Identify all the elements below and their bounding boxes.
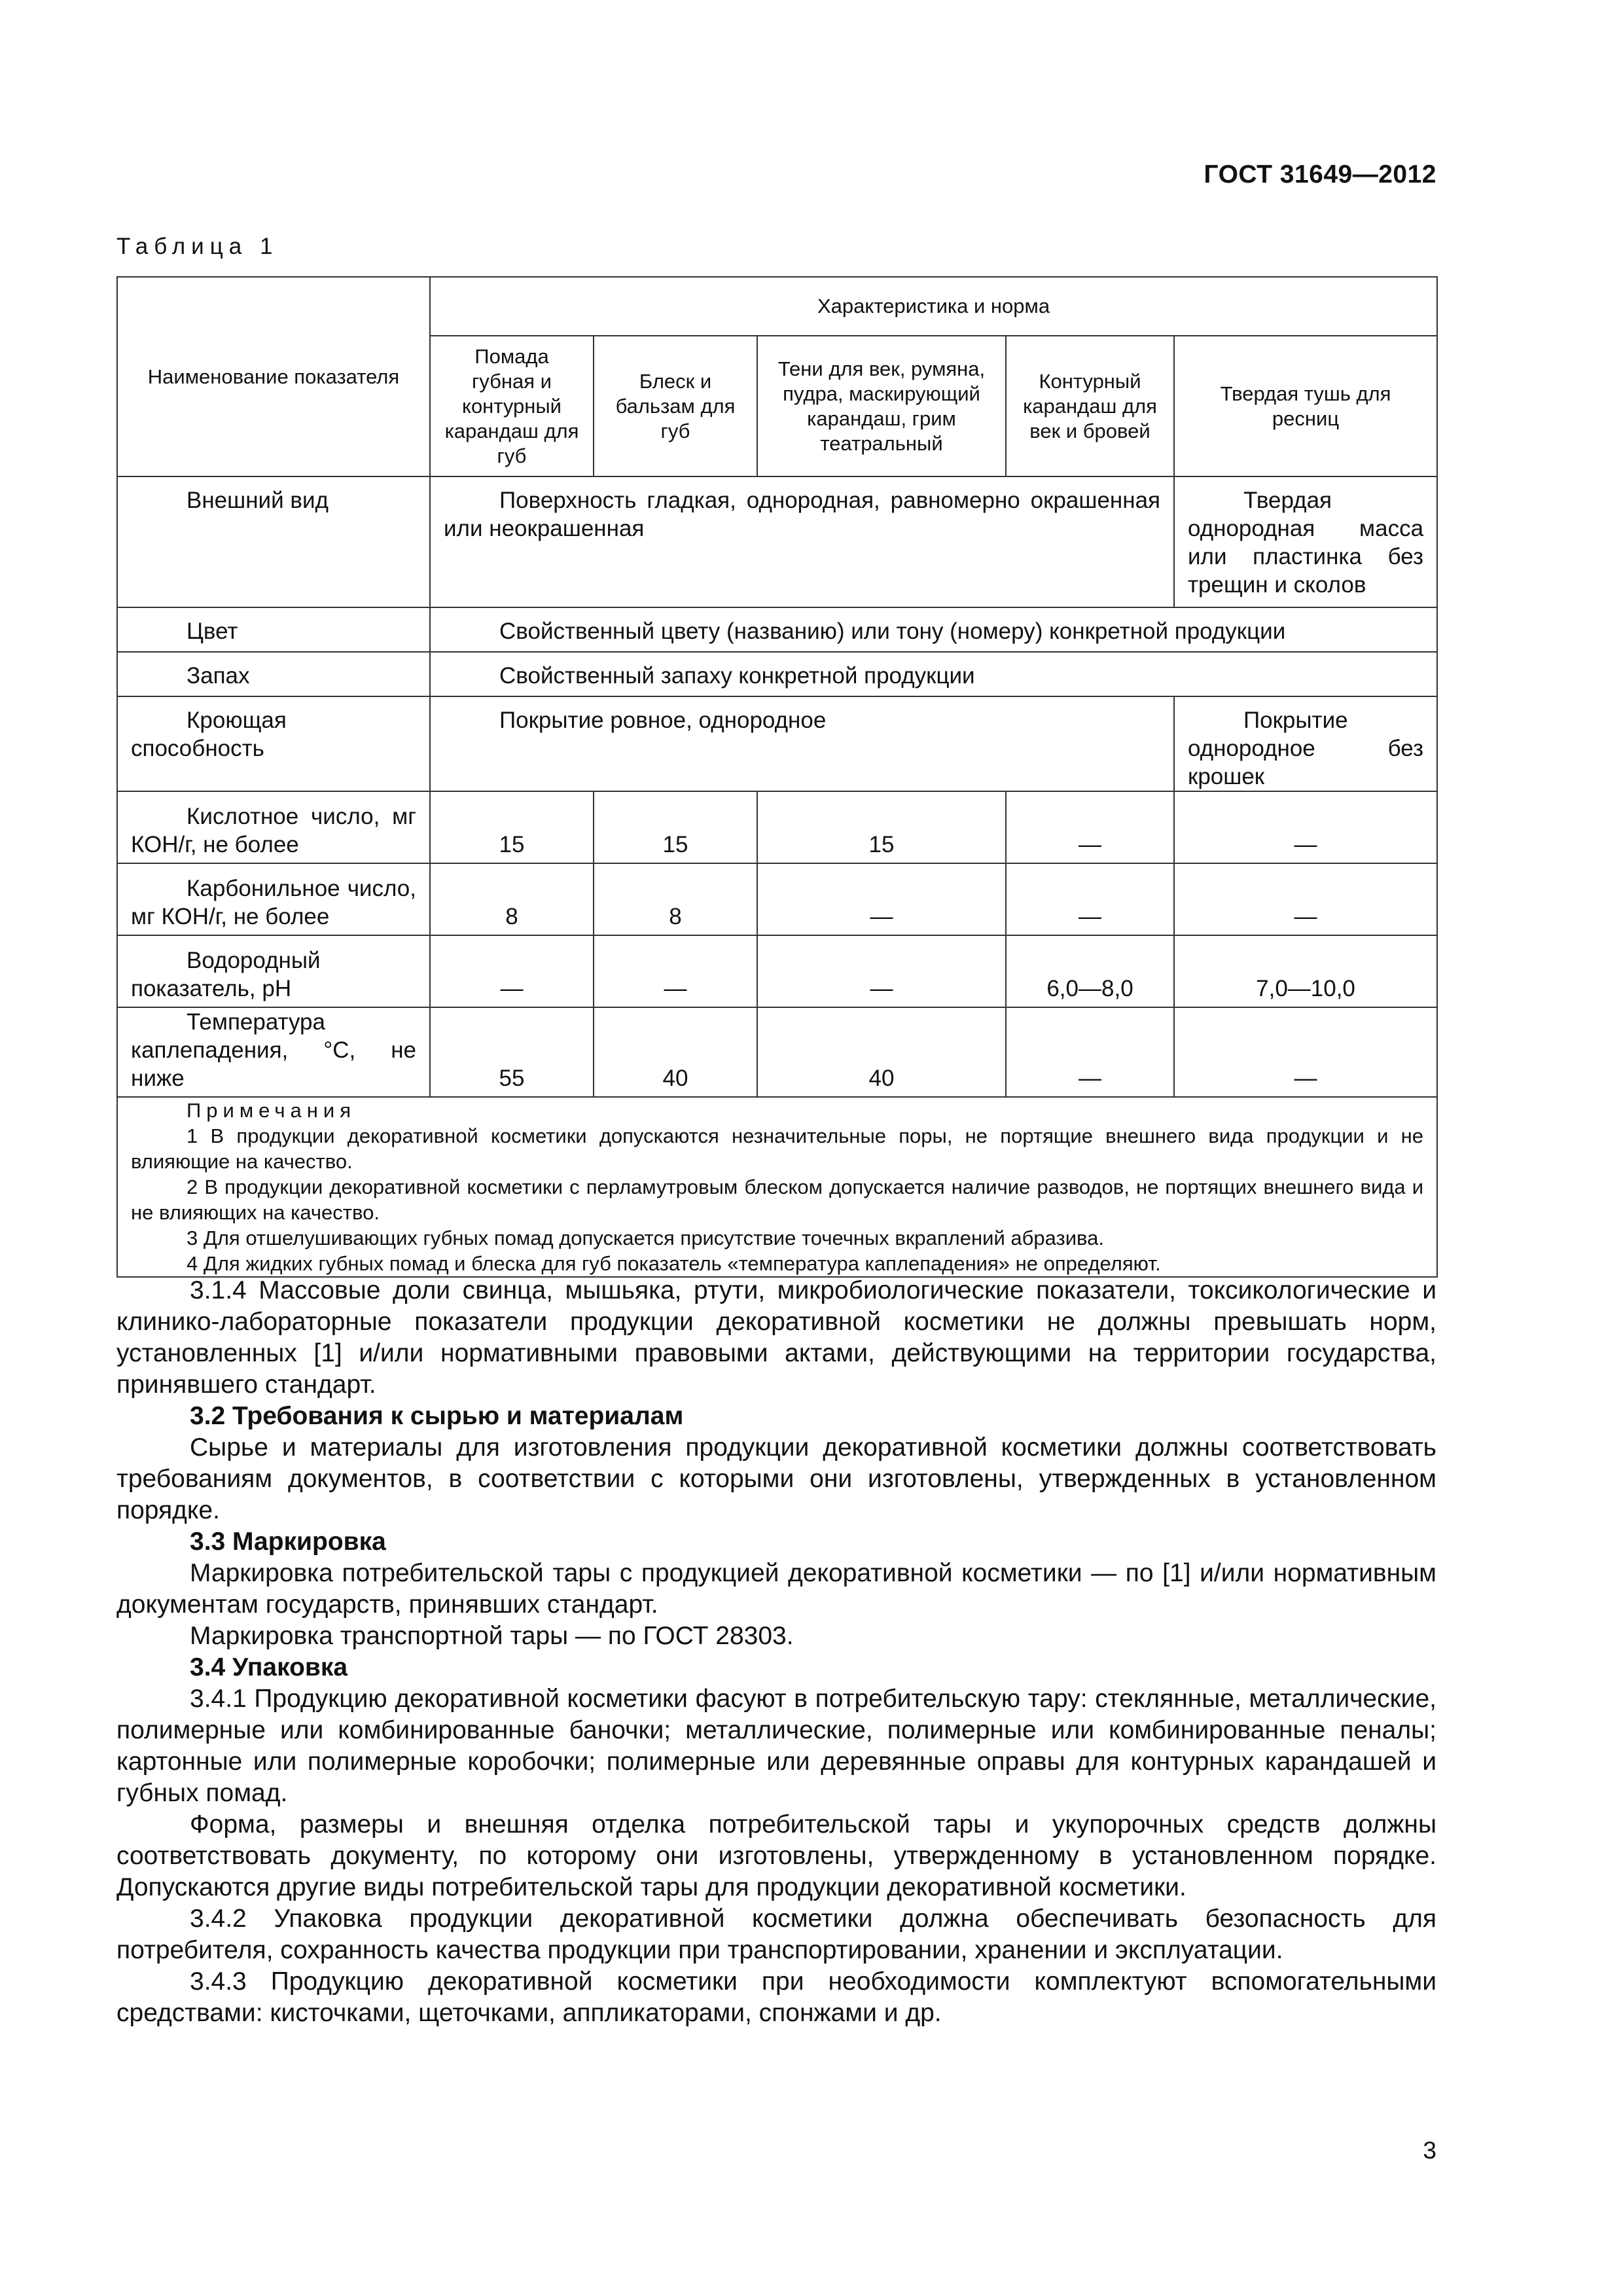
table-row xyxy=(117,652,1437,696)
cell-value: 15 xyxy=(430,791,594,863)
header-shadows: Тени для век, румяна, пудра, маскирующий карандаш, грим театральный xyxy=(757,336,1006,476)
row-name: Карбонильное число, мг КОН/г, не более xyxy=(117,863,430,935)
cell-value: 40 xyxy=(757,1007,1006,1097)
row-name: Внешний вид xyxy=(117,476,430,607)
paragraph: Форма, размеры и внешняя отделка потребительской тары и укупорочных средств должны соответствовать документу, по которому они изготовлены, утвержденному в установленном порядке. Допускаются другие виды потребительской тары для продукции декоративной косметики. xyxy=(116,1810,1436,1901)
cell-value: — xyxy=(1174,1007,1437,1097)
table-row xyxy=(117,607,1437,652)
row-value: Свойственный цвету (названию) или тону (номеру) конкретной продукции xyxy=(430,607,1437,652)
cell-value: — xyxy=(757,935,1006,1007)
cell-value: — xyxy=(1174,863,1437,935)
row-name: Кислотное число, мг КОН/г, не более xyxy=(117,791,430,863)
header-group: Характеристика и норма xyxy=(430,277,1437,336)
cell-value: 8 xyxy=(430,863,594,935)
note-item: 2 В продукции декоративной косметики с перламутровым блеском допускается наличие разводов, не портящих внешнего вида и не влияющих на качество. xyxy=(131,1175,1424,1224)
paragraph: Маркировка транспортной тары — по ГОСТ 28303. xyxy=(190,1622,794,1650)
page-number: 3 xyxy=(1423,2137,1436,2164)
table-row xyxy=(117,1007,1437,1097)
table-notes xyxy=(117,1097,1437,1277)
cell-value: 8 xyxy=(594,863,757,935)
table-row xyxy=(117,476,1437,607)
notes-title: Примечания xyxy=(187,1099,356,1122)
row-value: Покрытие ровное, однородное xyxy=(430,696,1174,791)
note-item: 1 В продукции декоративной косметики допускаются незначительные поры, не портящие внешнего вида продукции и не влияющие на качество. xyxy=(131,1124,1424,1173)
row-name: Кроющая способность xyxy=(117,696,430,791)
cell-value: — xyxy=(594,935,757,1007)
paragraph: 3.4.2 Упаковка продукции декоративной косметики должна обеспечивать безопасность для потребителя, сохранность качества продукции при транспортировании, хранении и эксплуатации. xyxy=(116,1905,1436,1964)
header-eye-pencil: Контурный карандаш для век и бровей xyxy=(1006,336,1174,476)
cell-value: — xyxy=(1006,1007,1174,1097)
header-indicator: Наименование показателя xyxy=(117,277,430,476)
note-item: 4 Для жидких губных помад и блеска для губ показатель «температура каплепадения» не определяют. xyxy=(187,1252,1161,1275)
cell-value: 15 xyxy=(757,791,1006,863)
cell-value: 55 xyxy=(430,1007,594,1097)
header-lipstick: Помада губная и контурный карандаш для губ xyxy=(430,336,594,476)
cell-value: 40 xyxy=(594,1007,757,1097)
cell-value: — xyxy=(757,863,1006,935)
table-row xyxy=(117,791,1437,863)
note-item: 3 Для отшелушивающих губных помад допускается присутствие точечных вкраплений абразива. xyxy=(187,1227,1105,1249)
document-body xyxy=(116,1275,1436,2029)
row-value-mascara: Покрытие однородное без крошек xyxy=(1174,696,1437,791)
cell-value: 6,0—8,0 xyxy=(1006,935,1174,1007)
paragraph: Сырье и материалы для изготовления продукции декоративной косметики должны соответствовать требованиям документов, в соответствии с которыми они изготовлены, утвержденных в установленном порядке. xyxy=(116,1433,1436,1524)
cell-value: 15 xyxy=(594,791,757,863)
row-name: Водородный показатель, pH xyxy=(117,935,430,1007)
section-heading: 3.3 Маркировка xyxy=(190,1528,386,1556)
row-name: Цвет xyxy=(117,607,430,652)
cell-value: 7,0—10,0 xyxy=(1174,935,1437,1007)
specification-table xyxy=(116,276,1438,1278)
table-row xyxy=(117,696,1437,791)
section-heading: 3.4 Упаковка xyxy=(190,1653,348,1681)
header-gloss: Блеск и бальзам для губ xyxy=(594,336,757,476)
table-row xyxy=(117,863,1437,935)
row-name: Температура каплепадения, °С, не ниже xyxy=(117,1007,430,1097)
cell-value: — xyxy=(1006,791,1174,863)
paragraph: 3.4.1 Продукцию декоративной косметики фасуют в потребительскую тару: стеклянные, металлические, полимерные или комбинированные баночки; металлические, полимерные или комбинированные пеналы; картонные или полимерные коробочки; полимерные или деревянные оправы для контурных карандашей и губных помад. xyxy=(116,1685,1436,1807)
section-heading: 3.2 Требования к сырью и материалам xyxy=(190,1402,684,1430)
paragraph: Маркировка потребительской тары с продукцией декоративной косметики — по [1] и/или нормативным документам государств, принявших стандарт. xyxy=(116,1559,1436,1619)
table-row xyxy=(117,935,1437,1007)
cell-value: — xyxy=(1174,791,1437,863)
table-caption: Таблица 1 xyxy=(116,234,279,259)
document-header: ГОСТ 31649—2012 xyxy=(1204,160,1436,188)
cell-value: — xyxy=(430,935,594,1007)
header-mascara: Твердая тушь для ресниц xyxy=(1174,336,1437,476)
row-value: Свойственный запаху конкретной продукции xyxy=(430,652,1437,696)
cell-value: — xyxy=(1006,863,1174,935)
notes-row xyxy=(117,1097,1437,1277)
paragraph: 3.1.4 Массовые доли свинца, мышьяка, ртути, микробиологические показатели, токсикологические и клинико-лабораторные показатели продукции декоративной косметики не должны превышать норм, установленных [1] и/или нормативными правовыми актами, действующими на территории государства, принявшего стандарт. xyxy=(116,1276,1436,1399)
row-value-mascara: Твердая однородная масса или пластинка без трещин и сколов xyxy=(1174,476,1437,607)
paragraph: 3.4.3 Продукцию декоративной косметики при необходимости комплектуют вспомогательными средствами: кисточками, щеточками, аппликаторами, спонжами и др. xyxy=(116,1967,1436,2027)
row-name: Запах xyxy=(117,652,430,696)
row-value: Поверхность гладкая, однородная, равномерно окрашенная или неокрашенная xyxy=(430,476,1174,607)
